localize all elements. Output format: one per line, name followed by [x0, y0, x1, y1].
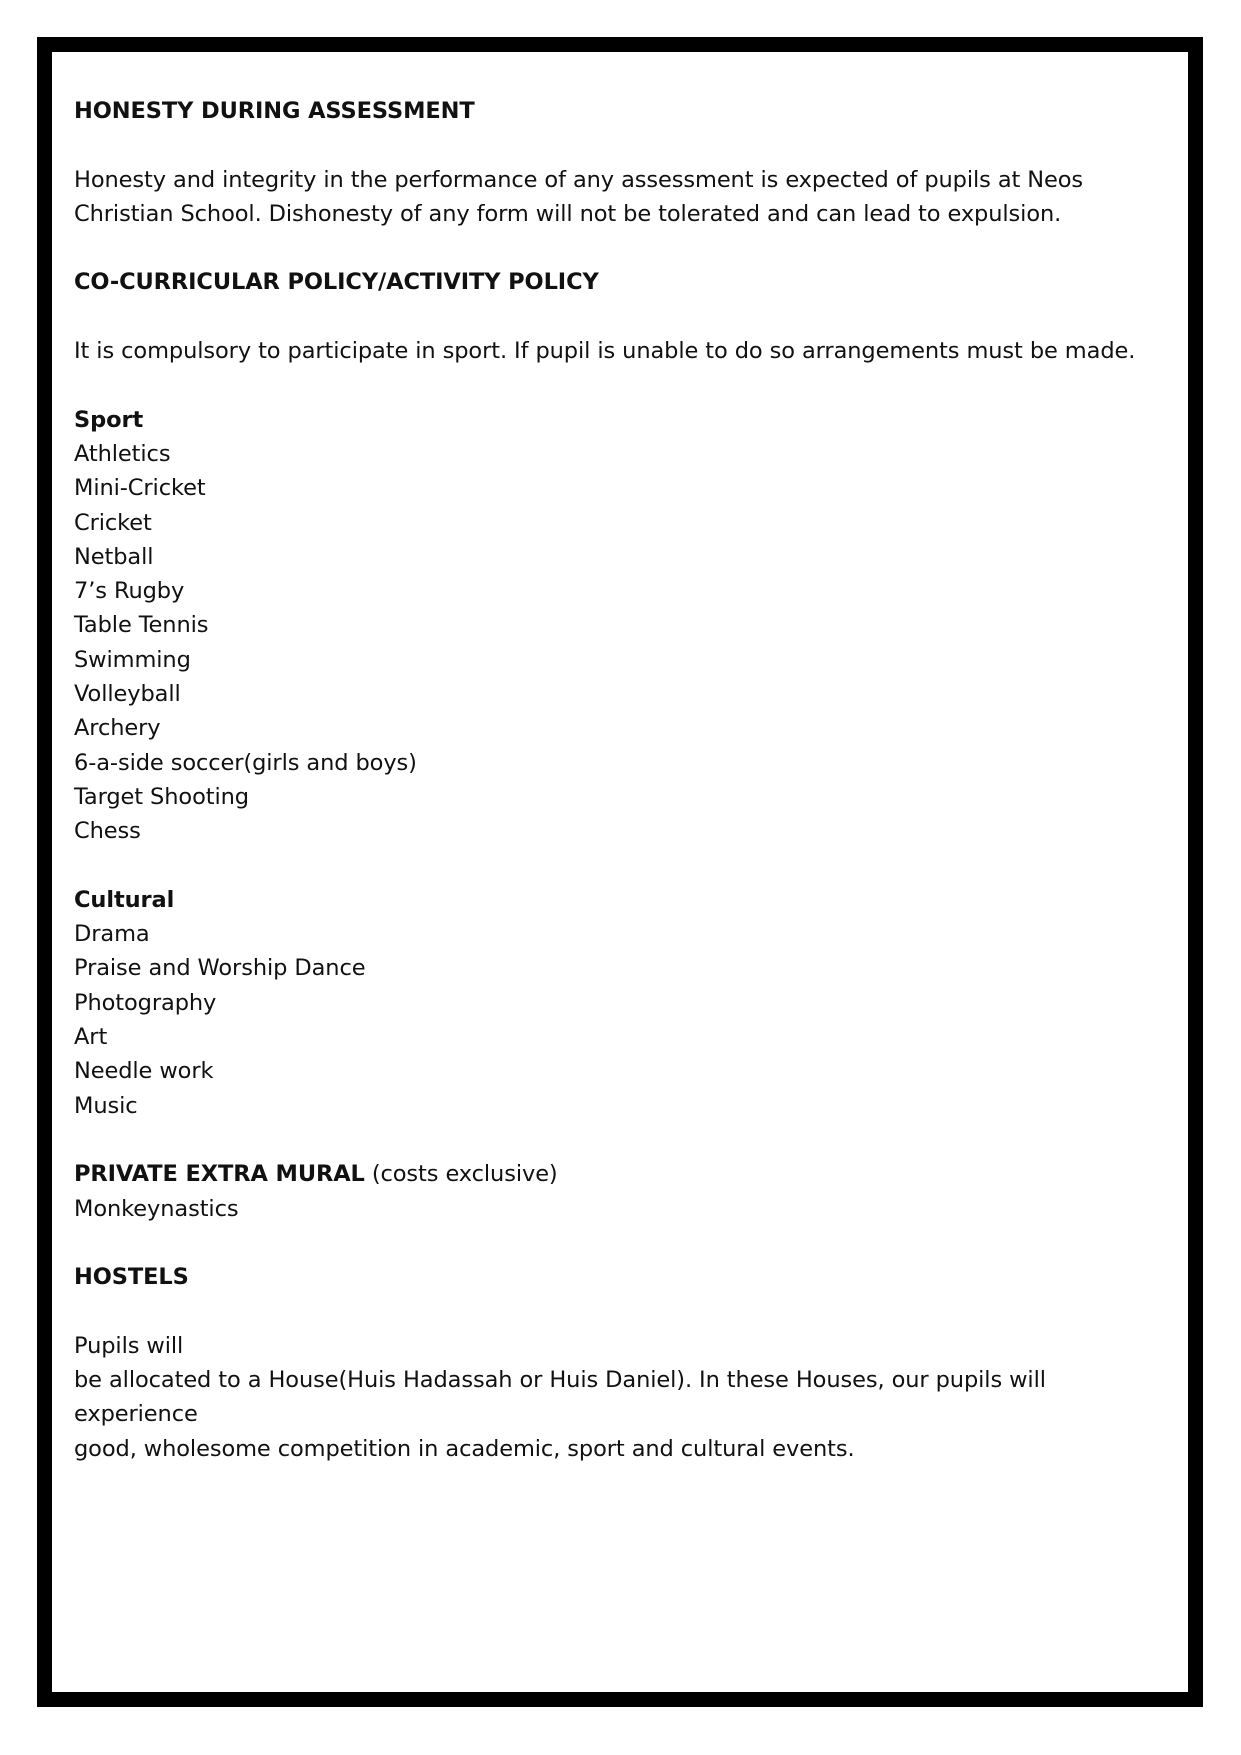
spacer [74, 128, 1214, 162]
list-item: Table Tennis [74, 612, 209, 639]
hostels-heading: HOSTELS [74, 1264, 189, 1291]
hostels-text-line-3: experience [74, 1401, 198, 1428]
page-border [37, 37, 1203, 1707]
spacer [74, 368, 1214, 402]
hostels-text-line-4: good, wholesome competition in academic, sport and cultural events. [74, 1435, 855, 1462]
list-item: Art [74, 1024, 108, 1051]
cultural-heading: Cultural [74, 886, 175, 913]
spacer [74, 300, 1214, 334]
list-item: Athletics [74, 440, 171, 467]
list-item: Monkeynastics [74, 1195, 239, 1222]
sport-list [74, 437, 1214, 849]
list-item: Cricket [74, 509, 152, 536]
list-item: 7’s Rugby [74, 578, 185, 605]
hostels-text-line-2: be allocated to a House(Huis Hadassah or Huis Daniel). In these Houses, our pupils will [74, 1366, 1046, 1393]
honesty-text-line-2: Christian School. Dishonesty of any form will not be tolerated and can lead to expulsion. [74, 200, 1062, 227]
hostels-text-line-1: Pupils will [74, 1332, 184, 1359]
spacer [74, 1226, 1214, 1260]
list-item: Photography [74, 989, 217, 1016]
cocurricular-text: It is compulsory to participate in sport. If pupil is unable to do so arrangements must be made. [74, 338, 1136, 365]
private-list [74, 1192, 1214, 1226]
list-item: 6-a-side soccer(girls and boys) [74, 749, 417, 776]
list-item: Swimming [74, 646, 191, 673]
list-item: Chess [74, 818, 141, 845]
list-item: Praise and Worship Dance [74, 955, 366, 982]
list-item: Volleyball [74, 681, 181, 708]
costs-note: (costs exclusive) [364, 1161, 558, 1188]
document-body [74, 94, 1214, 1466]
list-item: Drama [74, 921, 150, 948]
honesty-text-line-1: Honesty and integrity in the performance of any assessment is expected of pupils at Neos [74, 166, 1084, 193]
sport-heading: Sport [74, 406, 144, 433]
list-item: Archery [74, 715, 161, 742]
list-item: Target Shooting [74, 783, 249, 810]
list-item: Music [74, 1092, 138, 1119]
list-item: Mini-Cricket [74, 475, 206, 502]
private-extra-mural-line [74, 1157, 1214, 1191]
cocurricular-heading: CO-CURRICULAR POLICY/ACTIVITY POLICY [74, 269, 599, 296]
honesty-heading: HONESTY DURING ASSESSMENT [74, 98, 475, 124]
private-extra-mural-heading: PRIVATE EXTRA MURAL [74, 1161, 365, 1188]
list-item: Needle work [74, 1058, 214, 1085]
list-item: Netball [74, 543, 154, 570]
spacer [74, 1123, 1214, 1157]
spacer [74, 231, 1214, 265]
cultural-list [74, 917, 1214, 1123]
spacer [74, 849, 1214, 883]
spacer [74, 1294, 1214, 1328]
